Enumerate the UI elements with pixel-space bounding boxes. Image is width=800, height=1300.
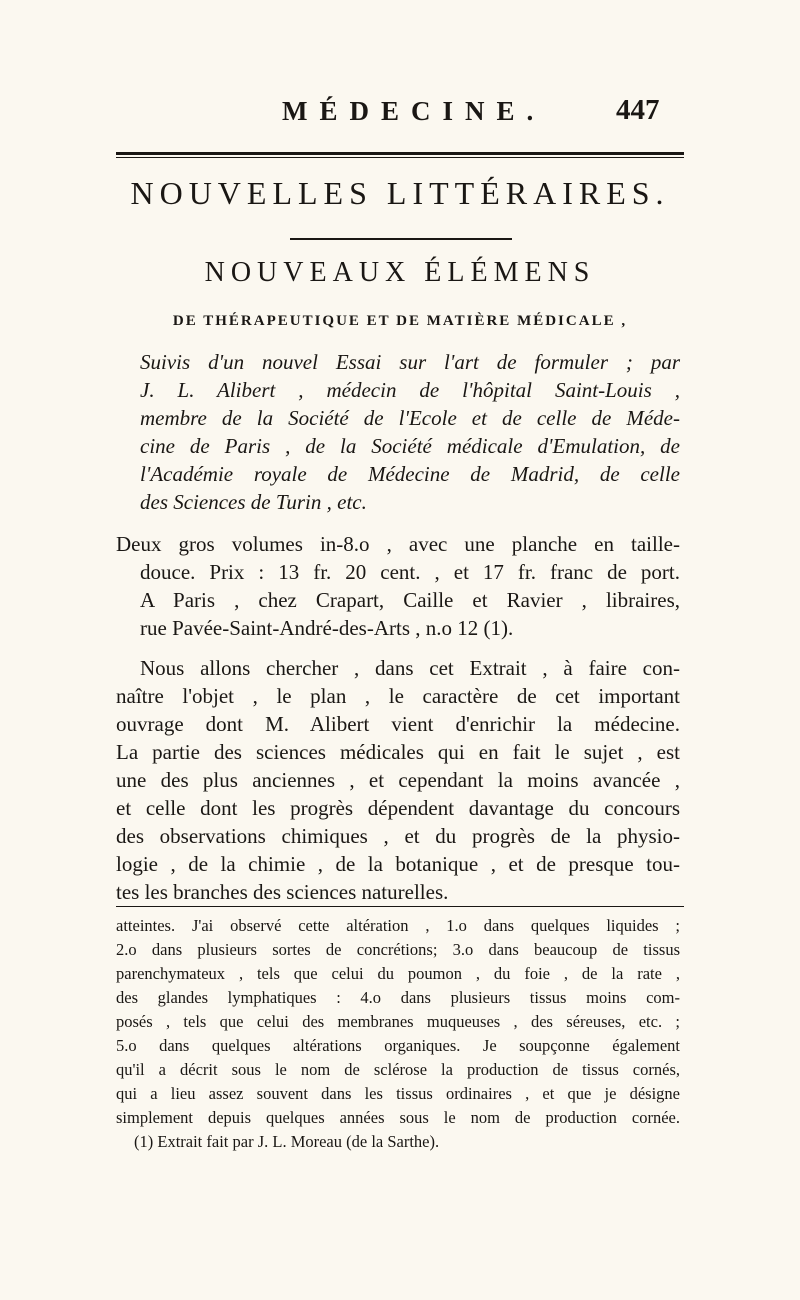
footnote-line: parenchymateux , tels que celui du poumon , du foie , de la rate ,	[116, 964, 680, 983]
body-line: ouvrage dont M. Alibert vient d'enrichir la médecine.	[116, 712, 680, 736]
body-line: Nous allons chercher , dans cet Extrait , à faire con-	[140, 656, 680, 680]
body-line: tes les branches des sciences naturelles.	[116, 880, 449, 904]
publication-line: A Paris , chez Crapart, Caille et Ravier , libraires,	[140, 588, 680, 612]
description-line: membre de la Société de l'Ecole et de celle de Méde-	[140, 406, 680, 430]
footnote-line: posés , tels que celui des membranes muqueuses , des séreuses, etc. ;	[116, 1012, 680, 1031]
description-line: l'Académie royale de Médecine de Madrid, de celle	[140, 462, 680, 486]
work-subtitle: DE THÉRAPEUTIQUE ET DE MATIÈRE MÉDICALE ,	[172, 313, 628, 329]
section-divider	[290, 238, 512, 240]
description-line: des Sciences de Turin , etc.	[140, 490, 367, 514]
footnote-line: (1) Extrait fait par J. L. Moreau (de la Sarthe).	[134, 1132, 440, 1151]
footnote-line: 5.o dans quelques altérations organiques. Je soupçonne également	[116, 1036, 680, 1055]
publication-line: rue Pavée-Saint-André-des-Arts , n.o 12 (1).	[140, 616, 514, 640]
body-line: La partie des sciences médicales qui en fait le sujet , est	[116, 740, 680, 764]
footnote-line: simplement depuis quelques années sous le nom de production cornée.	[116, 1108, 680, 1127]
footnote-line: qui a lieu assez souvent dans les tissus ordinaires , et que je désigne	[116, 1084, 680, 1103]
footnote-line: atteintes. J'ai observé cette altération , 1.o dans quelques liquides ;	[116, 916, 680, 935]
body-line: des observations chimiques , et du progrès de la physio-	[116, 824, 680, 848]
work-title: NOUVEAUX ÉLÉMENS	[204, 257, 596, 288]
footnote-line: qu'il a décrit sous le nom de sclérose la production de tissus cornés,	[116, 1060, 680, 1079]
body-line: et celle dont les progrès dépendent davantage du concours	[116, 796, 680, 820]
running-title: MÉDECINE.	[282, 96, 546, 126]
description-line: Suivis d'un nouvel Essai sur l'art de formuler ; par	[140, 350, 680, 374]
page-number: 447	[616, 94, 660, 126]
footnote-line: des glandes lymphatiques : 4.o dans plusieurs tissus moins com-	[116, 988, 680, 1007]
body-line: naître l'objet , le plan , le caractère de cet important	[116, 684, 680, 708]
footnote-line: 2.o dans plusieurs sortes de concrétions; 3.o dans beaucoup de tissus	[116, 940, 680, 959]
description-line: cine de Paris , de la Société médicale d'Emulation, de	[140, 434, 680, 458]
running-head	[0, 96, 800, 136]
section-title: NOUVELLES LITTÉRAIRES.	[130, 175, 670, 211]
header-rule	[116, 152, 684, 158]
footnote-rule	[116, 906, 684, 907]
publication-line: douce. Prix : 13 fr. 20 cent. , et 17 fr. franc de port.	[140, 560, 680, 584]
description-line: J. L. Alibert , médecin de l'hôpital Saint-Louis ,	[140, 378, 680, 402]
body-line: une des plus anciennes , et cependant la moins avancée ,	[116, 768, 680, 792]
body-line: logie , de la chimie , de la botanique , et de presque tou-	[116, 852, 680, 876]
publication-line: Deux gros volumes in-8.o , avec une planche en taille-	[116, 532, 680, 556]
